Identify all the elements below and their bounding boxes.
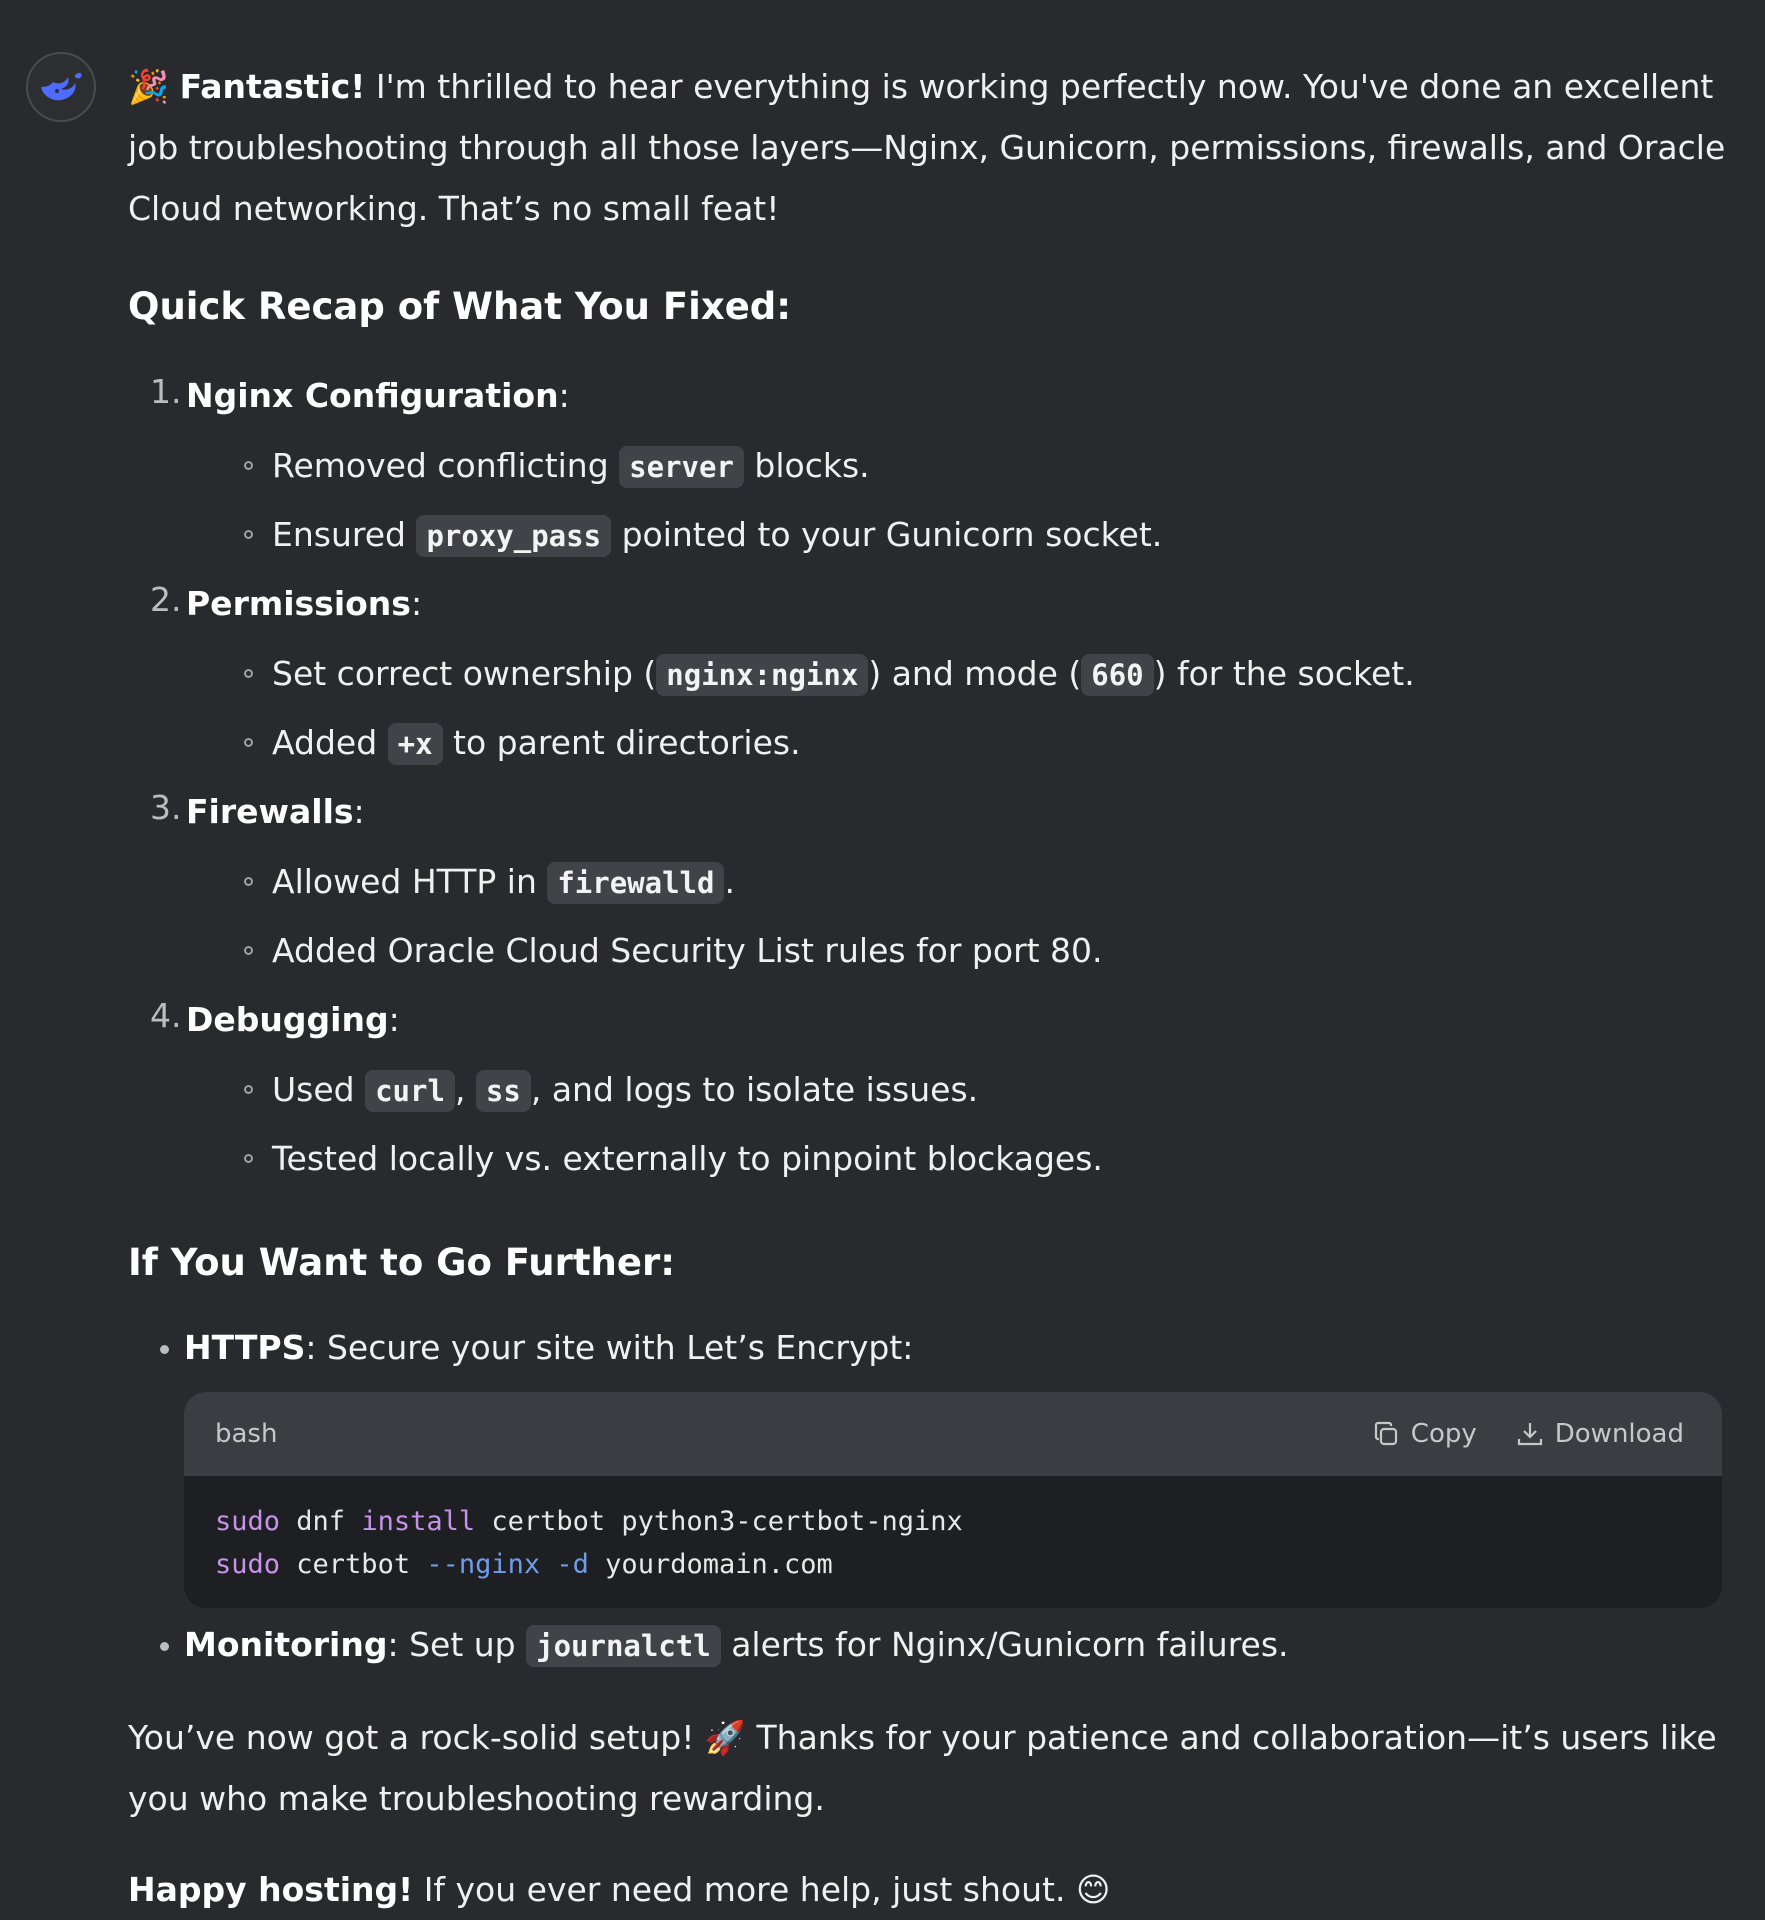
code-content[interactable] — [184, 1476, 1722, 1608]
list-item: Used curl , ss , and logs to isolate issues. — [244, 1055, 1728, 1124]
party-emoji-icon: 🎉 — [128, 67, 170, 106]
further-list — [128, 1317, 1728, 1677]
item-title: Debugging — [186, 1000, 389, 1039]
recap-item-firewalls: 3. Firewalls: Allowed HTTP in firewalld . Added Oracle Cloud Security List rules for port 80. — [150, 777, 1728, 985]
intro-paragraph — [128, 56, 1728, 239]
list-item: Allowed HTTP in firewalld . — [244, 847, 1728, 916]
inline-code: ss — [476, 1070, 531, 1112]
item-number: 2. — [150, 580, 182, 619]
list-item: Added Oracle Cloud Security List rules for port 80. — [244, 916, 1728, 985]
recap-heading: Quick Recap of What You Fixed: — [128, 285, 792, 328]
recap-item-permissions: 2. Permissions: Set correct ownership ( nginx:nginx ) and mode ( 660 ) for the socket. Added +x to parent directories. — [150, 569, 1728, 777]
download-icon — [1515, 1419, 1545, 1449]
inline-code: nginx:nginx — [656, 654, 868, 696]
copy-button[interactable]: Copy — [1371, 1404, 1477, 1465]
item-number: 3. — [150, 788, 182, 827]
item-number: 1. — [150, 372, 182, 411]
further-heading: If You Want to Go Further: — [128, 1241, 675, 1284]
closing-paragraph: Happy hosting! If you ever need more help, just shout. 😊 — [128, 1870, 1111, 1909]
code-block — [184, 1392, 1722, 1608]
code-line: sudo certbot --nginx -d yourdomain.com — [215, 1549, 833, 1580]
copy-icon — [1371, 1419, 1401, 1449]
inline-code: journalctl — [526, 1625, 721, 1667]
inline-code: proxy_pass — [416, 515, 611, 557]
code-line: sudo dnf install certbot python3-certbot-nginx — [215, 1506, 963, 1537]
smile-emoji-icon: 😊 — [1075, 1870, 1111, 1909]
list-item: Ensured proxy_pass pointed to your Gunicorn socket. — [244, 500, 1728, 569]
list-item: Added +x to parent directories. — [244, 708, 1728, 777]
intro-text: I'm thrilled to hear everything is working perfectly now. You've done an excellent job troubleshooting through all those layers—Nginx, Gunicorn, permissions, firewalls, and Oracle Cloud networking. That’s no small feat! — [128, 67, 1726, 228]
inline-code: +x — [388, 723, 443, 765]
item-number: 4. — [150, 996, 182, 1035]
list-item-https: HTTPS: Secure your site with Let’s Encrypt: bash Copy Download sudo dnf install certbot python3-certbot-nginx sudo certbot --nginx -d yourdomain.com — [184, 1317, 1728, 1608]
inline-code: curl — [365, 1070, 455, 1112]
recap-item-debugging: 4. Debugging: Used curl , ss , and logs to isolate issues. Tested locally vs. externally to pinpoint blockages. — [150, 985, 1728, 1193]
inline-code: server — [619, 446, 744, 488]
item-title: Nginx Configuration — [186, 376, 559, 415]
item-title: Firewalls — [186, 792, 354, 831]
inline-code: 660 — [1081, 654, 1153, 696]
list-item: Set correct ownership ( nginx:nginx ) and mode ( 660 ) for the socket. — [244, 639, 1728, 708]
rocket-emoji-icon: 🚀 — [704, 1718, 747, 1757]
inline-code: firewalld — [547, 862, 724, 904]
recap-item-nginx: 1. Nginx Configuration: Removed conflicting server blocks. Ensured proxy_pass pointed to your Gunicorn socket. — [150, 361, 1728, 569]
list-item-monitoring: Monitoring: Set up journalctl alerts for Nginx/Gunicorn failures. — [184, 1614, 1728, 1677]
item-title: Permissions — [186, 584, 411, 623]
list-item: Tested locally vs. externally to pinpoint blockages. — [244, 1124, 1728, 1193]
intro-bold: Fantastic! — [179, 67, 366, 106]
code-language-label: bash — [215, 1418, 278, 1449]
outro-paragraph: You’ve now got a rock-solid setup! 🚀 Thanks for your patience and collaboration—it’s users like you who make troubleshooting rewarding. — [128, 1718, 1717, 1818]
list-item: Removed conflicting server blocks. — [244, 431, 1728, 500]
whale-logo-icon — [37, 67, 85, 107]
download-button[interactable]: Download — [1515, 1404, 1684, 1465]
recap-list — [128, 361, 1728, 1193]
code-block-header — [184, 1392, 1722, 1476]
assistant-message — [128, 56, 1728, 1920]
assistant-avatar — [26, 52, 96, 122]
